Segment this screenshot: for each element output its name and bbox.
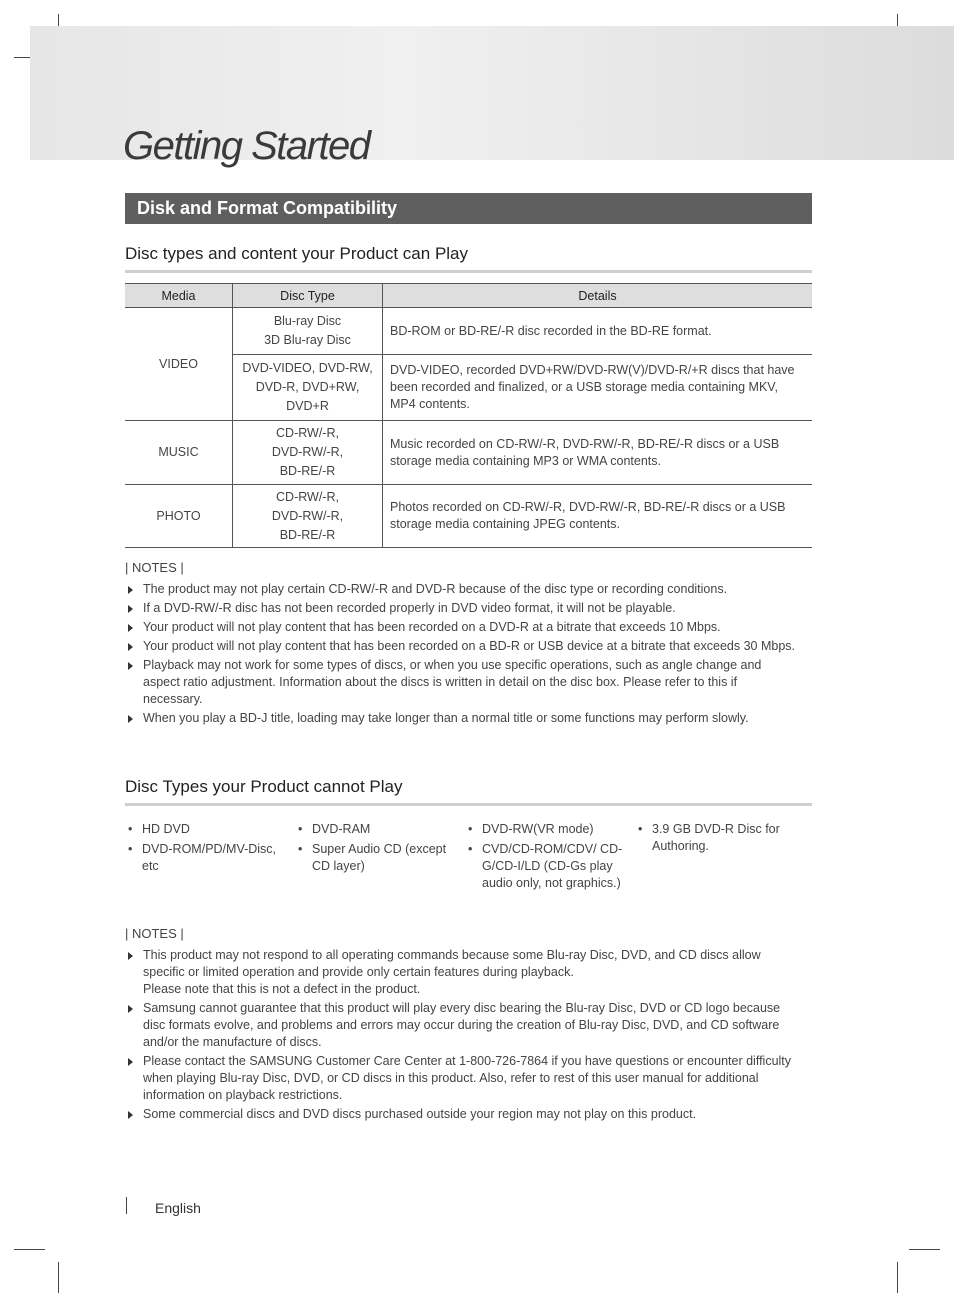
list-item [125,581,795,598]
list-item [125,600,795,617]
details-cell: BD-ROM or BD-RE/-R disc recorded in the BD-RE format. [383,308,813,355]
not-playable-notes-list [125,947,795,1125]
disc-type-line: DVD-VIDEO, DVD-RW, [242,361,373,375]
disc-type-line: DVD-RW/-R, [271,508,344,523]
note-text: This product may not respond to all operating commands because some Blu-ray Disc, DVD, and CD discs allow specific or limited operation and provide only certain features during playback. [143,948,761,979]
details-cell: Music recorded on CD-RW/-R, DVD-RW/-R, BD-RE/-R discs or a USB storage media containing MP3 or WMA contents. [383,421,813,485]
triangle-bullet-icon [128,1058,133,1066]
list-item [125,947,795,998]
note-text: Some commercial discs and DVD discs purchased outside your region may not play on this product. [143,1107,697,1121]
list-item [125,841,290,875]
playable-notes-list [125,581,795,729]
column-header-media: Media [125,284,233,308]
note-text: Samsung cannot guarantee that this product will play every disc bearing the Blu-ray Disc, DVD or CD logo because disc formats evolve, and problems and errors may occur during the creation of Blu-ray Disc, DVD, and CD software and/or the manufacture of discs. [143,1001,781,1049]
note-text: Playback may not work for some types of discs, or when you use specific operations, such as angle change and aspect ratio adjustment. Information about the discs is written in detail on the disc box. Please refer to this if necessary. [143,658,762,706]
disc-type-line: 3D Blu-ray Disc [264,333,351,347]
details-cell: Photos recorded on CD-RW/-R, DVD-RW/-R, BD-RE/-R discs or a USB storage media containing JPEG contents. [383,485,813,548]
triangle-bullet-icon [128,1111,133,1119]
media-cell: PHOTO [125,485,233,548]
unplayable-column [125,821,290,878]
triangle-bullet-icon [128,624,133,632]
disc-type-line: DVD+R [286,399,329,413]
disc-name: HD DVD [142,822,190,836]
bullet-icon: • [468,842,473,856]
disc-type-line: DVD-R, DVD+RW, [255,380,360,394]
notes-label: | NOTES | [125,926,184,941]
chapter-title: Getting Started [123,124,370,168]
disc-type-cell [233,308,383,355]
disc-type-cell [233,485,383,548]
column-header-details: Details [383,284,813,308]
disc-type-line: DVD-RW/-R, [271,445,344,459]
playable-heading: Disc types and content your Product can Play [125,243,812,273]
triangle-bullet-icon [128,605,133,613]
crop-mark [909,1249,940,1250]
disc-name: Super Audio CD (except CD layer) [312,842,447,873]
note-text: When you play a BD-J title, loading may take longer than a normal title or some functions may perform slowly. [143,711,749,725]
list-item [125,638,795,655]
disc-name: 3.9 GB DVD-R Disc for Authoring. [652,822,780,853]
bullet-icon: • [298,842,303,856]
triangle-bullet-icon [128,715,133,723]
list-item [295,841,460,875]
note-text: If a DVD-RW/-R disc has not been recorded properly in DVD video format, it will not be playable. [143,601,676,615]
section-title: Disk and Format Compatibility [125,193,812,224]
note-text: Your product will not play content that has been recorded on a DVD-R at a bitrate that exceeds 10 Mbps. [143,620,721,634]
list-item [295,821,460,838]
media-cell: MUSIC [125,421,233,485]
list-item [465,821,623,838]
column-header-disc-type: Disc Type [233,284,383,308]
list-item [125,821,290,838]
list-item [635,821,795,855]
unplayable-column [635,821,795,858]
table-row [125,485,812,548]
triangle-bullet-icon [128,643,133,651]
disc-type-line: CD-RW/-R, [276,489,339,504]
list-item [125,710,795,727]
disc-type-cell [233,421,383,485]
media-cell: VIDEO [125,308,233,421]
disc-type-cell [233,355,383,421]
bullet-icon: • [468,822,473,836]
bullet-icon: • [128,822,133,836]
bullet-icon: • [128,842,133,856]
note-text: The product may not play certain CD-RW/-R and DVD-R because of the disc type or recording conditions. [143,582,728,596]
list-item [125,1053,795,1104]
note-text: Please contact the SAMSUNG Customer Care Center at 1-800-726-7864 if you have questions or encounter difficulty when playing Blu-ray Disc, DVD, or CD discs in this product. Also, refer to rest of this user manual for additional information on playback restrictions. [143,1054,792,1102]
disc-name: DVD-RAM [312,822,371,836]
triangle-bullet-icon [128,952,133,960]
details-cell: DVD-VIDEO, recorded DVD+RW/DVD-RW(V)/DVD-R/+R discs that have been recorded and finalized, or a USB storage media containing MKV, MP4 contents. [383,355,813,421]
triangle-bullet-icon [128,1005,133,1013]
disc-name: DVD-ROM/PD/MV-Disc, etc [142,842,277,873]
crop-mark [897,1262,898,1293]
list-item [125,619,795,636]
disc-type-line: BD-RE/-R [279,527,336,542]
bullet-icon: • [638,822,643,836]
table-row [125,421,812,485]
crop-mark [58,1262,59,1293]
notes-label: | NOTES | [125,560,184,575]
crop-mark [14,1249,45,1250]
note-text: Please note that this is not a defect in the product. [143,982,421,996]
note-text: Your product will not play content that has been recorded on a BD-R or USB device at a bitrate that exceeds 30 Mbps. [143,639,795,653]
bullet-icon: • [298,822,303,836]
footer-language: English [155,1200,201,1216]
list-item [465,841,623,892]
list-item [125,1000,795,1051]
disc-compatibility-table [125,283,812,548]
table-row [125,308,812,355]
disc-type-line: CD-RW/-R, [276,426,339,440]
triangle-bullet-icon [128,662,133,670]
disc-name: CVD/CD-ROM/CDV/ CD-G/CD-I/LD (CD-Gs play audio only, not graphics.) [482,842,623,890]
triangle-bullet-icon [128,586,133,594]
disc-type-line: Blu-ray Disc [273,314,342,328]
unplayable-column [465,821,623,895]
list-item [125,657,795,708]
table-header-row [125,284,812,308]
disc-name: DVD-RW(VR mode) [482,822,594,836]
list-item [125,1106,795,1123]
unplayable-column [295,821,460,878]
not-playable-heading: Disc Types your Product cannot Play [125,776,812,806]
footer-rule [126,1197,127,1214]
disc-type-line: BD-RE/-R [279,464,336,478]
